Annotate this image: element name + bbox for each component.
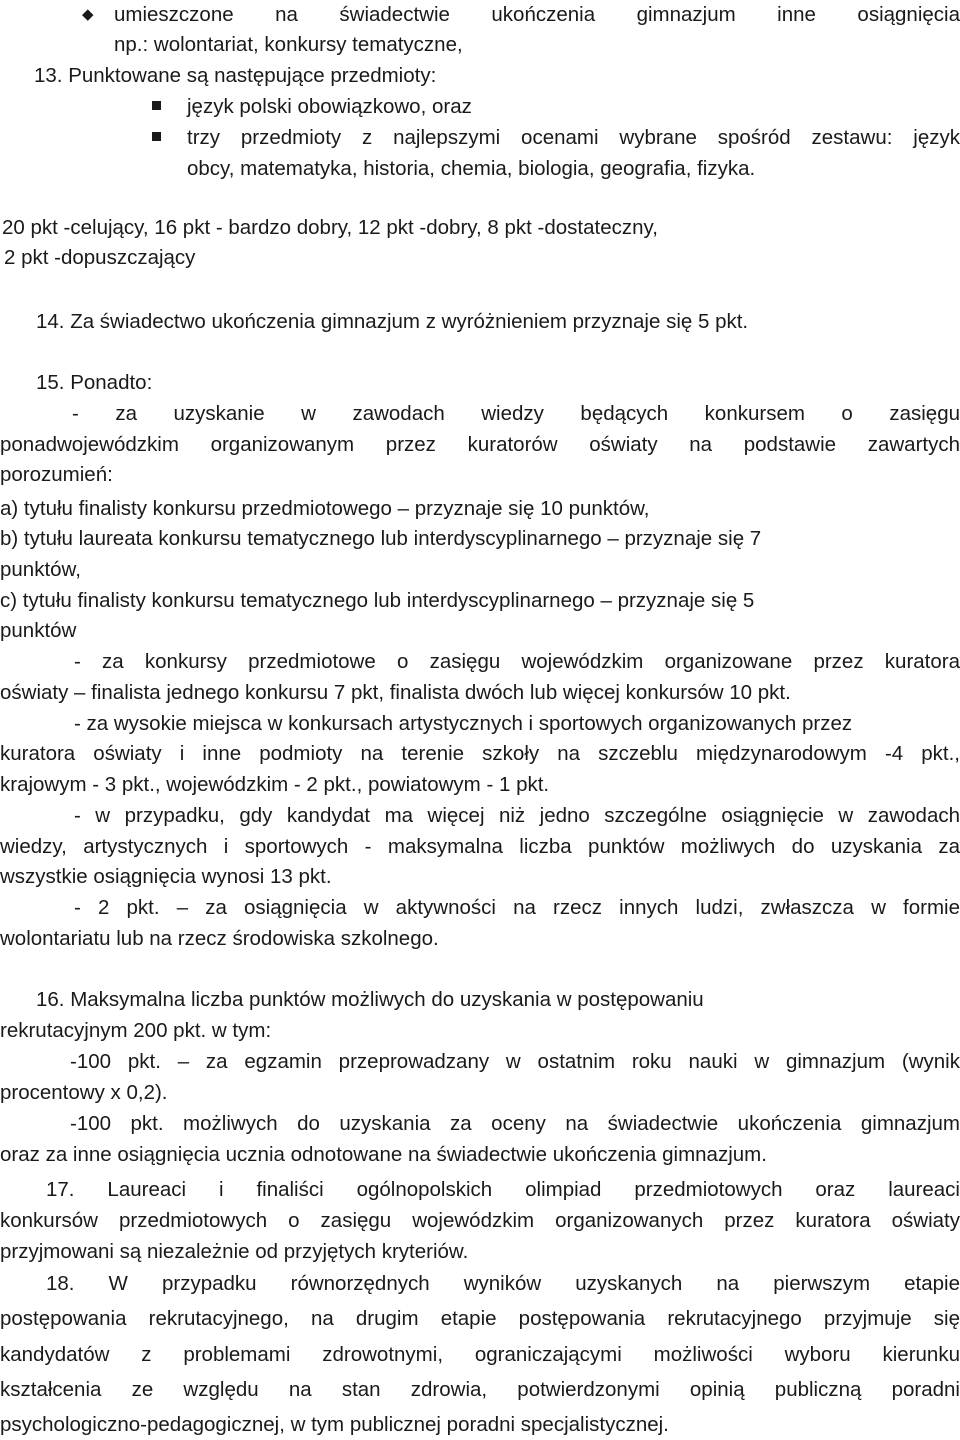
text-line: - 2 pkt. – za osiągnięcia w aktywności na rzecz innych ludzi, zwłaszcza w formie: [74, 896, 960, 919]
text-line: obcy, matematyka, historia, chemia, biologia, geografia, fizyka.: [187, 157, 756, 180]
text-line: - w przypadku, gdy kandydat ma więcej niż jedno szczególne osiągnięcie w zawodach: [74, 804, 960, 827]
section-heading: 17. Laureaci i finaliści ogólnopolskich olimpiad przedmiotowych oraz laureaci: [46, 1178, 960, 1201]
section-heading: 18. W przypadku równorzędnych wyników uzyskanych na pierwszym etapie: [46, 1272, 960, 1295]
text-line: oświaty – finalista jednego konkursu 7 pkt, finalista dwóch lub więcej konkursów 10 pkt.: [0, 681, 791, 704]
text-line: kandydatów z problemami zdrowotnymi, ograniczającymi możliwości wyboru kierunku: [0, 1343, 960, 1366]
text-line: postępowania rekrutacyjnego, na drugim etapie postępowania rekrutacyjnego przyjmuje się: [0, 1307, 960, 1330]
text-line: c) tytułu finalisty konkursu tematycznego lub interdyscyplinarnego – przyznaje się 5: [0, 589, 755, 612]
text-line: oraz za inne osiągnięcia ucznia odnotowane na świadectwie ukończenia gimnazjum.: [0, 1143, 767, 1166]
text-line: -100 pkt. – za egzamin przeprowadzany w ostatnim roku nauki w gimnazjum (wynik: [70, 1050, 960, 1073]
text-line: 20 pkt -celujący, 16 pkt - bardzo dobry, 12 pkt -dobry, 8 pkt -dostateczny,: [2, 216, 658, 239]
text-line: rekrutacyjnym 200 pkt. w tym:: [0, 1019, 272, 1042]
text-line: ponadwojewódzkim organizowanym przez kuratorów oświaty na podstawie zawartych: [0, 433, 960, 456]
text-line: psychologiczno-pedagogicznej, w tym publicznej poradni specjalistycznej.: [0, 1413, 669, 1436]
list-item: język polski obowiązkowo, oraz: [187, 95, 472, 118]
section-heading: 15. Ponadto:: [36, 371, 153, 394]
diamond-bullet-icon: ◆: [82, 6, 94, 23]
text-line: - za wysokie miejsca w konkursach artystycznych i sportowych organizowanych przez: [74, 712, 853, 735]
text-line: wszystkie osiągnięcia wynosi 13 pkt.: [0, 865, 332, 888]
text-line: przyjmowani są niezależnie od przyjętych kryteriów.: [0, 1240, 469, 1263]
text-line: - za konkursy przedmiotowe o zasięgu wojewódzkim organizowane przez kuratora: [74, 650, 960, 673]
text-line: - za uzyskanie w zawodach wiedzy będących konkursem o zasięgu: [72, 402, 960, 425]
text-line: a) tytułu finalisty konkursu przedmiotowego – przyznaje się 10 punktów,: [0, 497, 650, 520]
text-line: procentowy x 0,2).: [0, 1081, 168, 1104]
text-line: wolontariatu lub na rzecz środowiska szkolnego.: [0, 927, 439, 950]
text-line: -100 pkt. możliwych do uzyskania za oceny na świadectwie ukończenia gimnazjum: [70, 1112, 960, 1135]
text-line: porozumień:: [0, 463, 113, 486]
text-line: punktów,: [0, 558, 81, 581]
section-heading: 16. Maksymalna liczba punktów możliwych do uzyskania w postępowaniu: [36, 988, 704, 1011]
text-line: umieszczone na świadectwie ukończenia gimnazjum inne osiągnięcia: [114, 3, 960, 26]
section-heading: 14. Za świadectwo ukończenia gimnazjum z wyróżnieniem przyznaje się 5 pkt.: [36, 310, 749, 333]
text-line: kształcenia ze względu na stan zdrowia, potwierdzonymi opinią publiczną poradni: [0, 1378, 960, 1401]
text-line: b) tytułu laureata konkursu tematycznego lub interdyscyplinarnego – przyznaje się 7: [0, 527, 762, 550]
text-line: np.: wolontariat, konkursy tematyczne,: [114, 33, 463, 56]
text-line: kuratora oświaty i inne podmioty na terenie szkoły na szczeblu międzynarodowym -4 pkt.,: [0, 742, 960, 765]
text-line: konkursów przedmiotowych o zasięgu wojewódzkim organizowanych przez kuratora oświaty: [0, 1209, 960, 1232]
list-item: trzy przedmioty z najlepszymi ocenami wybrane spośród zestawu: język: [187, 126, 960, 149]
text-line: wiedzy, artystycznych i sportowych - maksymalna liczba punktów możliwych do uzyskania za: [0, 835, 960, 858]
text-line: punktów: [0, 619, 77, 642]
section-heading: 13. Punktowane są następujące przedmioty:: [34, 64, 437, 87]
text-line: 2 pkt -dopuszczający: [4, 246, 196, 269]
text-line: krajowym - 3 pkt., wojewódzkim - 2 pkt., powiatowym - 1 pkt.: [0, 773, 550, 796]
